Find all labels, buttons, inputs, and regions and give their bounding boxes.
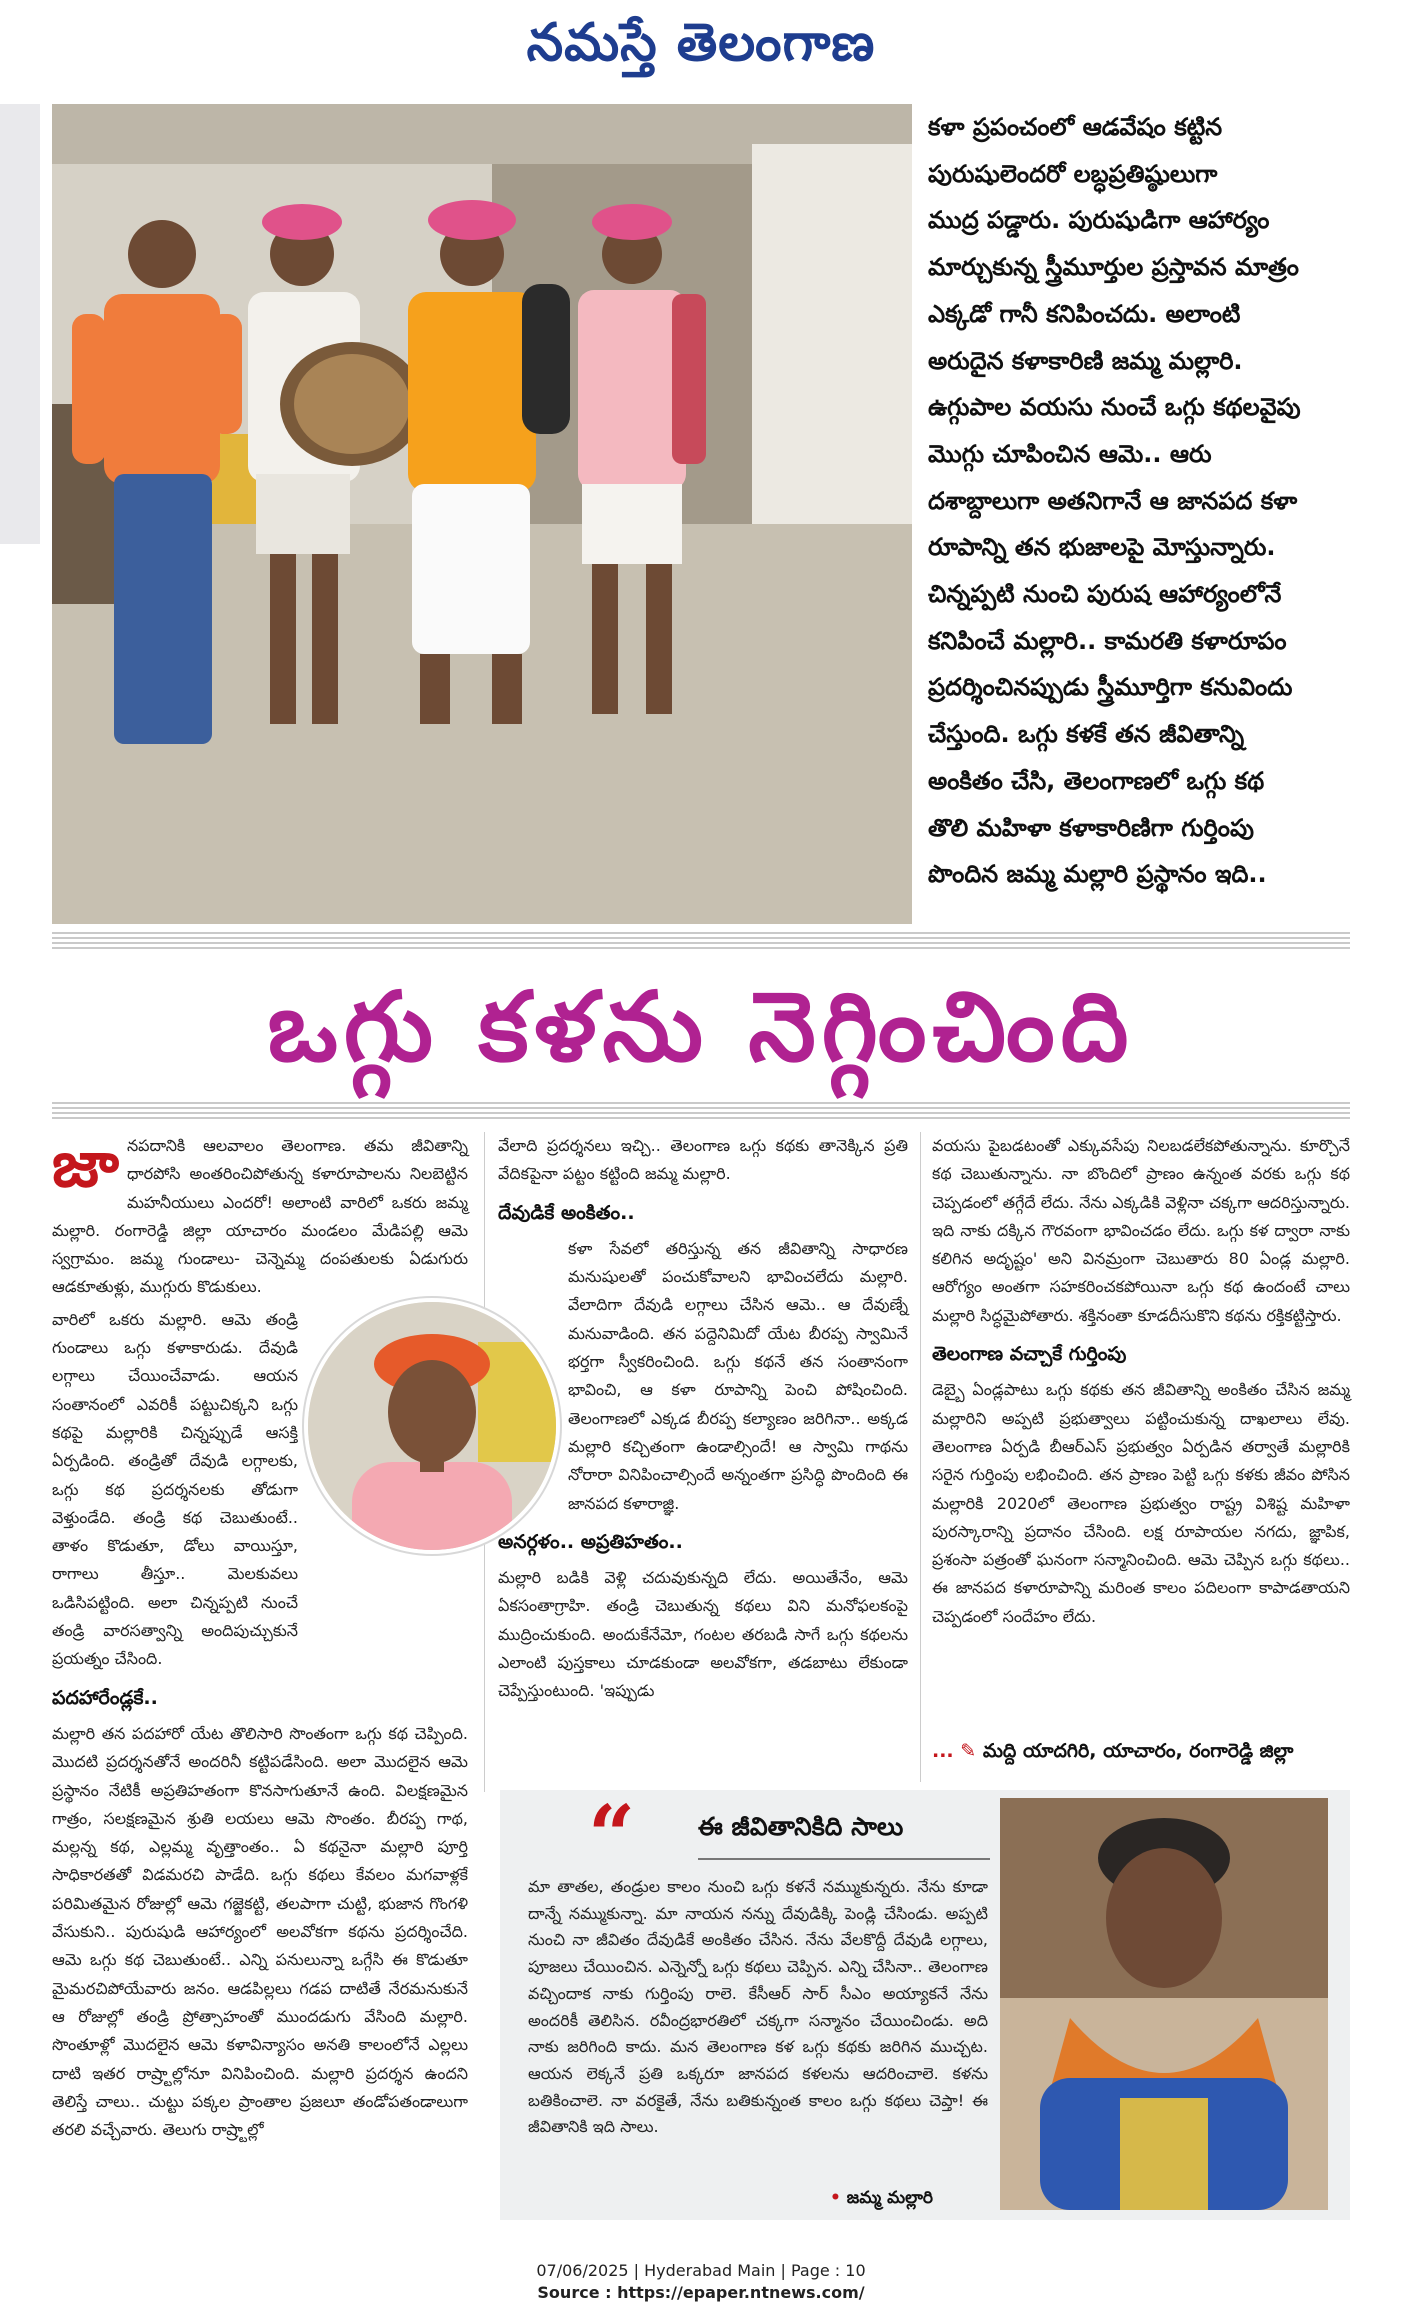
intro-line: ఎక్కడో గానీ కనిపించదు. అలాంటి [928, 299, 1241, 328]
paragraph: వయసు పైబడటంతో ఎక్కువసేపు నిలబడలేకపోతున్నాను. కూర్చొనే కథ చెబుతున్నాను. నా బొందిలో ప్రాణం ఉన్నంత వరకు ఒగ్గు కథ చెప్పడంలో తగ్గేదే లేదు. నేను ఎక్కడికి వెళ్లినా చక్కగా ఆదరిస్తున్నారు. ఇది నాకు దక్కిన గౌరవంగా భావించడం లేదు. ఒగ్గు కళ ద్వారా నాకు కలిగిన అదృష్టం' అని వినమ్రంగా చెబుతారు 80 ఏండ్ల మల్లారి. ఆరోగ్యం అంతగా సహకరించకపోయినా ఒగ్గు కథ ఉందంటే చాలు మల్లారి సిద్ధమైపోతారు. శక్తినంతా కూడదీసుకొని కథను రక్తికట్టిస్తారు. [932, 1136, 1350, 1325]
column-divider [920, 1132, 921, 1782]
byline [932, 1740, 1352, 1767]
byline-dots: ... [932, 1740, 954, 1762]
intro-line: కళా ప్రపంచంలో ఆడవేషం కట్టిన [928, 113, 1223, 141]
article-column-2 [498, 1132, 908, 1792]
mallari-portrait [1000, 1798, 1328, 2210]
subheading: పదహారేండ్లకే.. [52, 1686, 158, 1709]
intro-line: చిన్నప్పటి నుంచి పురుష ఆహార్యంలోనే [928, 580, 1282, 609]
edition-info: 07/06/2025 | Hyderabad Main | Page : 10 [536, 2261, 866, 2280]
byline-text: మద్ది యాదగిరి, యాచారం, రంగారెడ్డి జిల్లా [982, 1740, 1294, 1762]
drop-cap: జా [52, 1128, 119, 1202]
paragraph: మా తాతల, తండ్రుల కాలం నుంచి ఒగ్గు కళనే నమ్ముకున్నరు. నేను కూడా దాన్నే నమ్ముకున్నా. మా నాయన నన్ను దేవుడిక్కి పెండ్లి చేసిండు. అప్పటి నుంచి నా జీవితం దేవుడికే అంకితం చేసిన. నేను వేలకొద్దీ దేవుడి లగ్గాలు, పూజలు చేయించిన. ఎన్నెన్నో ఒగ్గు కథలు చెప్పిన. ఎన్ని చేసినా.. తెలంగాణ వచ్చిందాక నాకు గుర్తింపు రాలె. కేసీఆర్ సార్ సీఎం అయ్యాకనే నేను అందరికీ తెలిసిన. రవీంద్రభారతిలో చక్కగా సన్మానం చేయించిండు. అది నాకు జరిగింది కాదు. మన తెలంగాణ కళ ఒగ్గు కథకు జరిగిన ముచ్చట. ఆయన లెక్కనే ప్రతి ఒక్కరూ జానపద కళలను ఆదరించాలె. కళను బతికించాలె. నా వరకైతే, నేను బతికున్నంత కాలం ఒగ్గు కథలు చెప్తా! ఈ జీవితానికి ఇది సాలు. [528, 1877, 988, 2137]
title-underline [698, 1858, 990, 1860]
quote-signature [830, 2188, 933, 2212]
signature-name: జమ్మ మల్లారి [846, 2188, 933, 2208]
headline-rule-top [52, 932, 1350, 952]
portrait-illustration [308, 1302, 556, 1550]
intro-line: పురుషులెందరో లబ్ధప్రతిష్ఠులుగా [928, 159, 1218, 188]
side-accent-bar [0, 104, 40, 544]
quote-mark-icon: “ [588, 1788, 636, 1884]
article-column-1 [52, 1128, 468, 2237]
pen-icon: ✎ [960, 1740, 977, 1762]
intro-line: ముద్ర పడ్డారు. పురుషుడిగా ఆహార్యం [928, 206, 1270, 235]
intro-line: రూపాన్ని తన భుజాలపై మోస్తున్నారు. [928, 533, 1276, 562]
mallari-portrait-circle [304, 1298, 560, 1554]
intro-text [928, 104, 1368, 934]
intro-line: మొగ్గు చూపించిన ఆమె.. ఆరు [928, 439, 1212, 468]
intro-line: ఉగ్గుపాల వయసు నుంచే ఒగ్గు కథలవైపు [928, 393, 1301, 422]
intro-line: దశాబ్దాలుగా అతనిగానే ఆ జానపద కళా [928, 486, 1298, 515]
subheading: దేవుడికే అంకితం.. [498, 1201, 635, 1224]
headline [52, 952, 1350, 1102]
intro-line: పొందిన జమ్మ మల్లారి ప్రస్థానం ఇది.. [928, 860, 1267, 889]
signature-bullet: • [830, 2188, 841, 2208]
subheading: అనర్గళం.. అప్రతిహతం.. [498, 1530, 683, 1553]
headline-text: ఒగ్గు కళను నెగ్గించింది [267, 971, 1135, 1083]
quote-box-title: ఈ జీవితానికిది సాలు [698, 1812, 904, 1841]
paragraph: జానపదానికి ఆలవాలం తెలంగాణ. తమ జీవితాన్ని ధారపోసి అంతరించిపోతున్న కళారూపాలను నిలబెట్టిన మహనీయులు ఎందరో! అలాంటి వారిలో ఒకరు జమ్మ మల్లారి. రంగారెడ్డి జిల్లా యాచారం మండలం మేడిపల్లి ఆమె స్వగ్రామం. జమ్మ గుండాలు- చెన్నెమ్మ దంపతులకు ఏడుగురు ఆడకూతుళ్లు, ముగ్గురు కొడుకులు. [52, 1128, 468, 1297]
intro-line: చేస్తుంది. ఒగ్గు కళకే తన జీవితాన్ని [928, 720, 1245, 749]
source-link[interactable]: Source : https://epaper.ntnews.com/ [537, 2283, 865, 2302]
intro-line: కనిపించే మల్లారి.. కామరతి కళారూపం [928, 626, 1287, 655]
performers-illustration [52, 104, 912, 924]
subheading: తెలంగాణ వచ్చాకే గుర్తింపు [932, 1343, 1127, 1366]
intro-line: మార్చుకున్న స్త్రీమూర్తుల ప్రస్తావన మాత్రం [928, 253, 1299, 282]
intro-line: తొలి మహిళా కళాకారిణిగా గుర్తింపు [928, 813, 1254, 842]
article-column-3 [932, 1132, 1350, 1782]
masthead [0, 0, 1402, 100]
paragraph: మల్లారి బడికి వెళ్లి చదువుకున్నది లేదు. అయితేనేం, ఆమె ఏకసంతాగ్రాహి. తండ్రి చెబుతున్న కథలు విని మనోఫలకంపై ముద్రించుకుంది. అందుకేనేమో, గంటల తరబడి సాగే ఒగ్గు కథలను ఎలాంటి పుస్తకాలు చూడకుండా అలవోకగా, తడబాటు లేకుండా చెప్పేస్తుంటుంది. 'ఇప్పుడు [498, 1568, 908, 1701]
intro-line: అంకితం చేసి, తెలంగాణలో ఒగ్గు కథ [928, 766, 1265, 795]
intro-line: అరుదైన కళాకారిణి జమ్మ మల్లారి. [928, 346, 1243, 375]
quote-box [500, 1790, 1350, 2220]
paragraph: కళా సేవలో తరిస్తున్న తన జీవితాన్ని సాధారణ మనుషులతో పంచుకోవాలని భావించలేదు మల్లారి. వేలాదిగా దేవుడి లగ్గాలు చేసిన ఆమె.. ఆ దేవుణ్నే మనువాడింది. తన పద్దెనిమిదో యేట బీరప్ప స్వామినే భర్తగా స్వీకరించింది. ఒగ్గు కథనే తన సంతానంగా భావించి, ఆ కళా రూపాన్ని పెంచి పోషించింది. తెలంగాణలో ఎక్కడ బీరప్ప కల్యాణం జరిగినా.. అక్కడ మల్లారి కచ్చితంగా ఉండాల్సిందే! ఆ స్వామి గాథను నోరారా వినిపించాల్సిందే అన్నంతగా ప్రసిద్ధి పొందింది ఈ జానపద కళారాజ్ఞి. [568, 1238, 908, 1513]
headline-rule-bottom [52, 1102, 1350, 1122]
paragraph: వేలాది ప్రదర్శనలు ఇచ్చి.. తెలంగాణ ఒగ్గు కథకు తానెక్కిన ప్రతి వేదికపైనా పట్టం కట్టింది జమ్మ మల్లారి. [498, 1136, 908, 1184]
paragraph: వారిలో ఒకరు మల్లారి. ఆమె తండ్రి గుండాలు ఒగ్గు కళాకారుడు. దేవుడి లగ్గాలు చేయించేవాడు. ఆయన సంతానంలో ఎవరికీ పట్టుచిక్కని ఒగ్గు కథపై మల్లారికి చిన్నప్పుడే ఆసక్తి ఏర్పడింది. తండ్రితో దేవుడి లగ్గాలకు, ఒగ్గు కథ ప్రదర్శనలకు తోడుగా వెళ్తుండేది. తండ్రి కథ చెబుతుంటే.. తాళం కొడుతూ, డోలు వాయిస్తూ, రాగాలు తీస్తూ.. మెలకువలు ఒడిసిపట్టింది. అలా చిన్నప్పటి నుంచే తండ్రి వారసత్వాన్ని అందిపుచ్చుకునే ప్రయత్నం చేసింది. [52, 1309, 298, 1669]
newspaper-name: నమస్తే తెలంగాణ [526, 12, 876, 73]
paragraph: మల్లారి తన పదహారో యేట తొలిసారి సొంతంగా ఒగ్గు కథ చెప్పింది. మొదటి ప్రదర్శనతోనే అందరినీ కట్టిపడేసింది. అలా మొదలైన ఆమె ప్రస్థానం నేటికీ అప్రతిహతంగా కొనసాగుతూనే ఉంది. విలక్షణమైన గాత్రం, సలక్షణమైన శ్రుతి లయలు ఆమె సొంతం. బీరప్ప గాథ, మల్లన్న కథ, ఎల్లమ్మ వృత్తాంతం.. ఏ కథనైనా మల్లారి పూర్తి సాధికారతతో విడమరచి పాడేది. ఒగ్గు కథలు కేవలం మగవాళ్లకే పరిమితమైన రోజుల్లో ఆమె గజ్జెకట్టి, తలపాగా చుట్టి, భుజాన గొంగళి వేసుకుని.. పురుషుడి ఆహార్యంలో అలవోకగా కథను ప్రదర్శించేది. ఆమె ఒగ్గు కథ చెబుతుంటే.. ఎన్ని పనులున్నా ఒగ్గేసి ఈ కొడుతూ మైమరచిపోయేవారు జనం. ఆడపిల్లలు గడప దాటితే నేరమనుకునే ఆ రోజుల్లో తండ్రి ప్రోత్సాహంతో ముందడుగు వేసింది మల్లారి. సొంతూళ్లో మొదలైన ఆమె కళావిన్యాసం అనతి కాలంలోనే ఎల్లలు దాటి ఇతర రాష్ర్టాల్లోనూ వినిపించింది. మల్లారి ప్రదర్శన ఉందని తెలిస్తే చాలు.. చుట్టు పక్కల ప్రాంతాల ప్రజలూ తండోపతండాలుగా తరలి వచ్చేవారు. తెలుగు రాష్ర్టాల్లో [52, 1723, 468, 2140]
performers-photo [52, 104, 912, 924]
paragraph: డెబ్బై ఏండ్లపాటు ఒగ్గు కథకు తన జీవితాన్ని అంకితం చేసిన జమ్మ మల్లారిని అప్పటి ప్రభుత్వాలు పట్టించుకున్న దాఖలాలు లేవు. తెలంగాణ ఏర్పడి బీఆర్ఎస్ ప్రభుత్వం ఏర్పడిన తర్వాతే మల్లారికి సరైన గుర్తింపు లభించింది. తన ప్రాణం పెట్టి ఒగ్గు కళకు జీవం పోసిన మల్లారికి 2020లో తెలంగాణ ప్రభుత్వం రాష్ట్ర విశిష్ట మహిళా పురస్కారాన్ని ప్రదానం చేసింది. లక్ష రూపాయల నగదు, జ్ఞాపిక, ప్రశంసా పత్రంతో ఘనంగా సన్మానించింది. ఆమె చెప్పిన ఒగ్గు కథలు.. ఈ జానపద కళారూపాన్ని మరింత కాలం పదిలంగా కాపాడతాయని చెప్పడంలో సందేహం లేదు. [932, 1380, 1350, 1626]
page-footer [0, 2260, 1402, 2304]
intro-line: ప్రదర్శించినప్పుడు స్త్రీమూర్తిగా కనువిందు [928, 673, 1293, 702]
quote-box-text [528, 1874, 988, 2141]
portrait-illustration [1000, 1798, 1328, 2210]
